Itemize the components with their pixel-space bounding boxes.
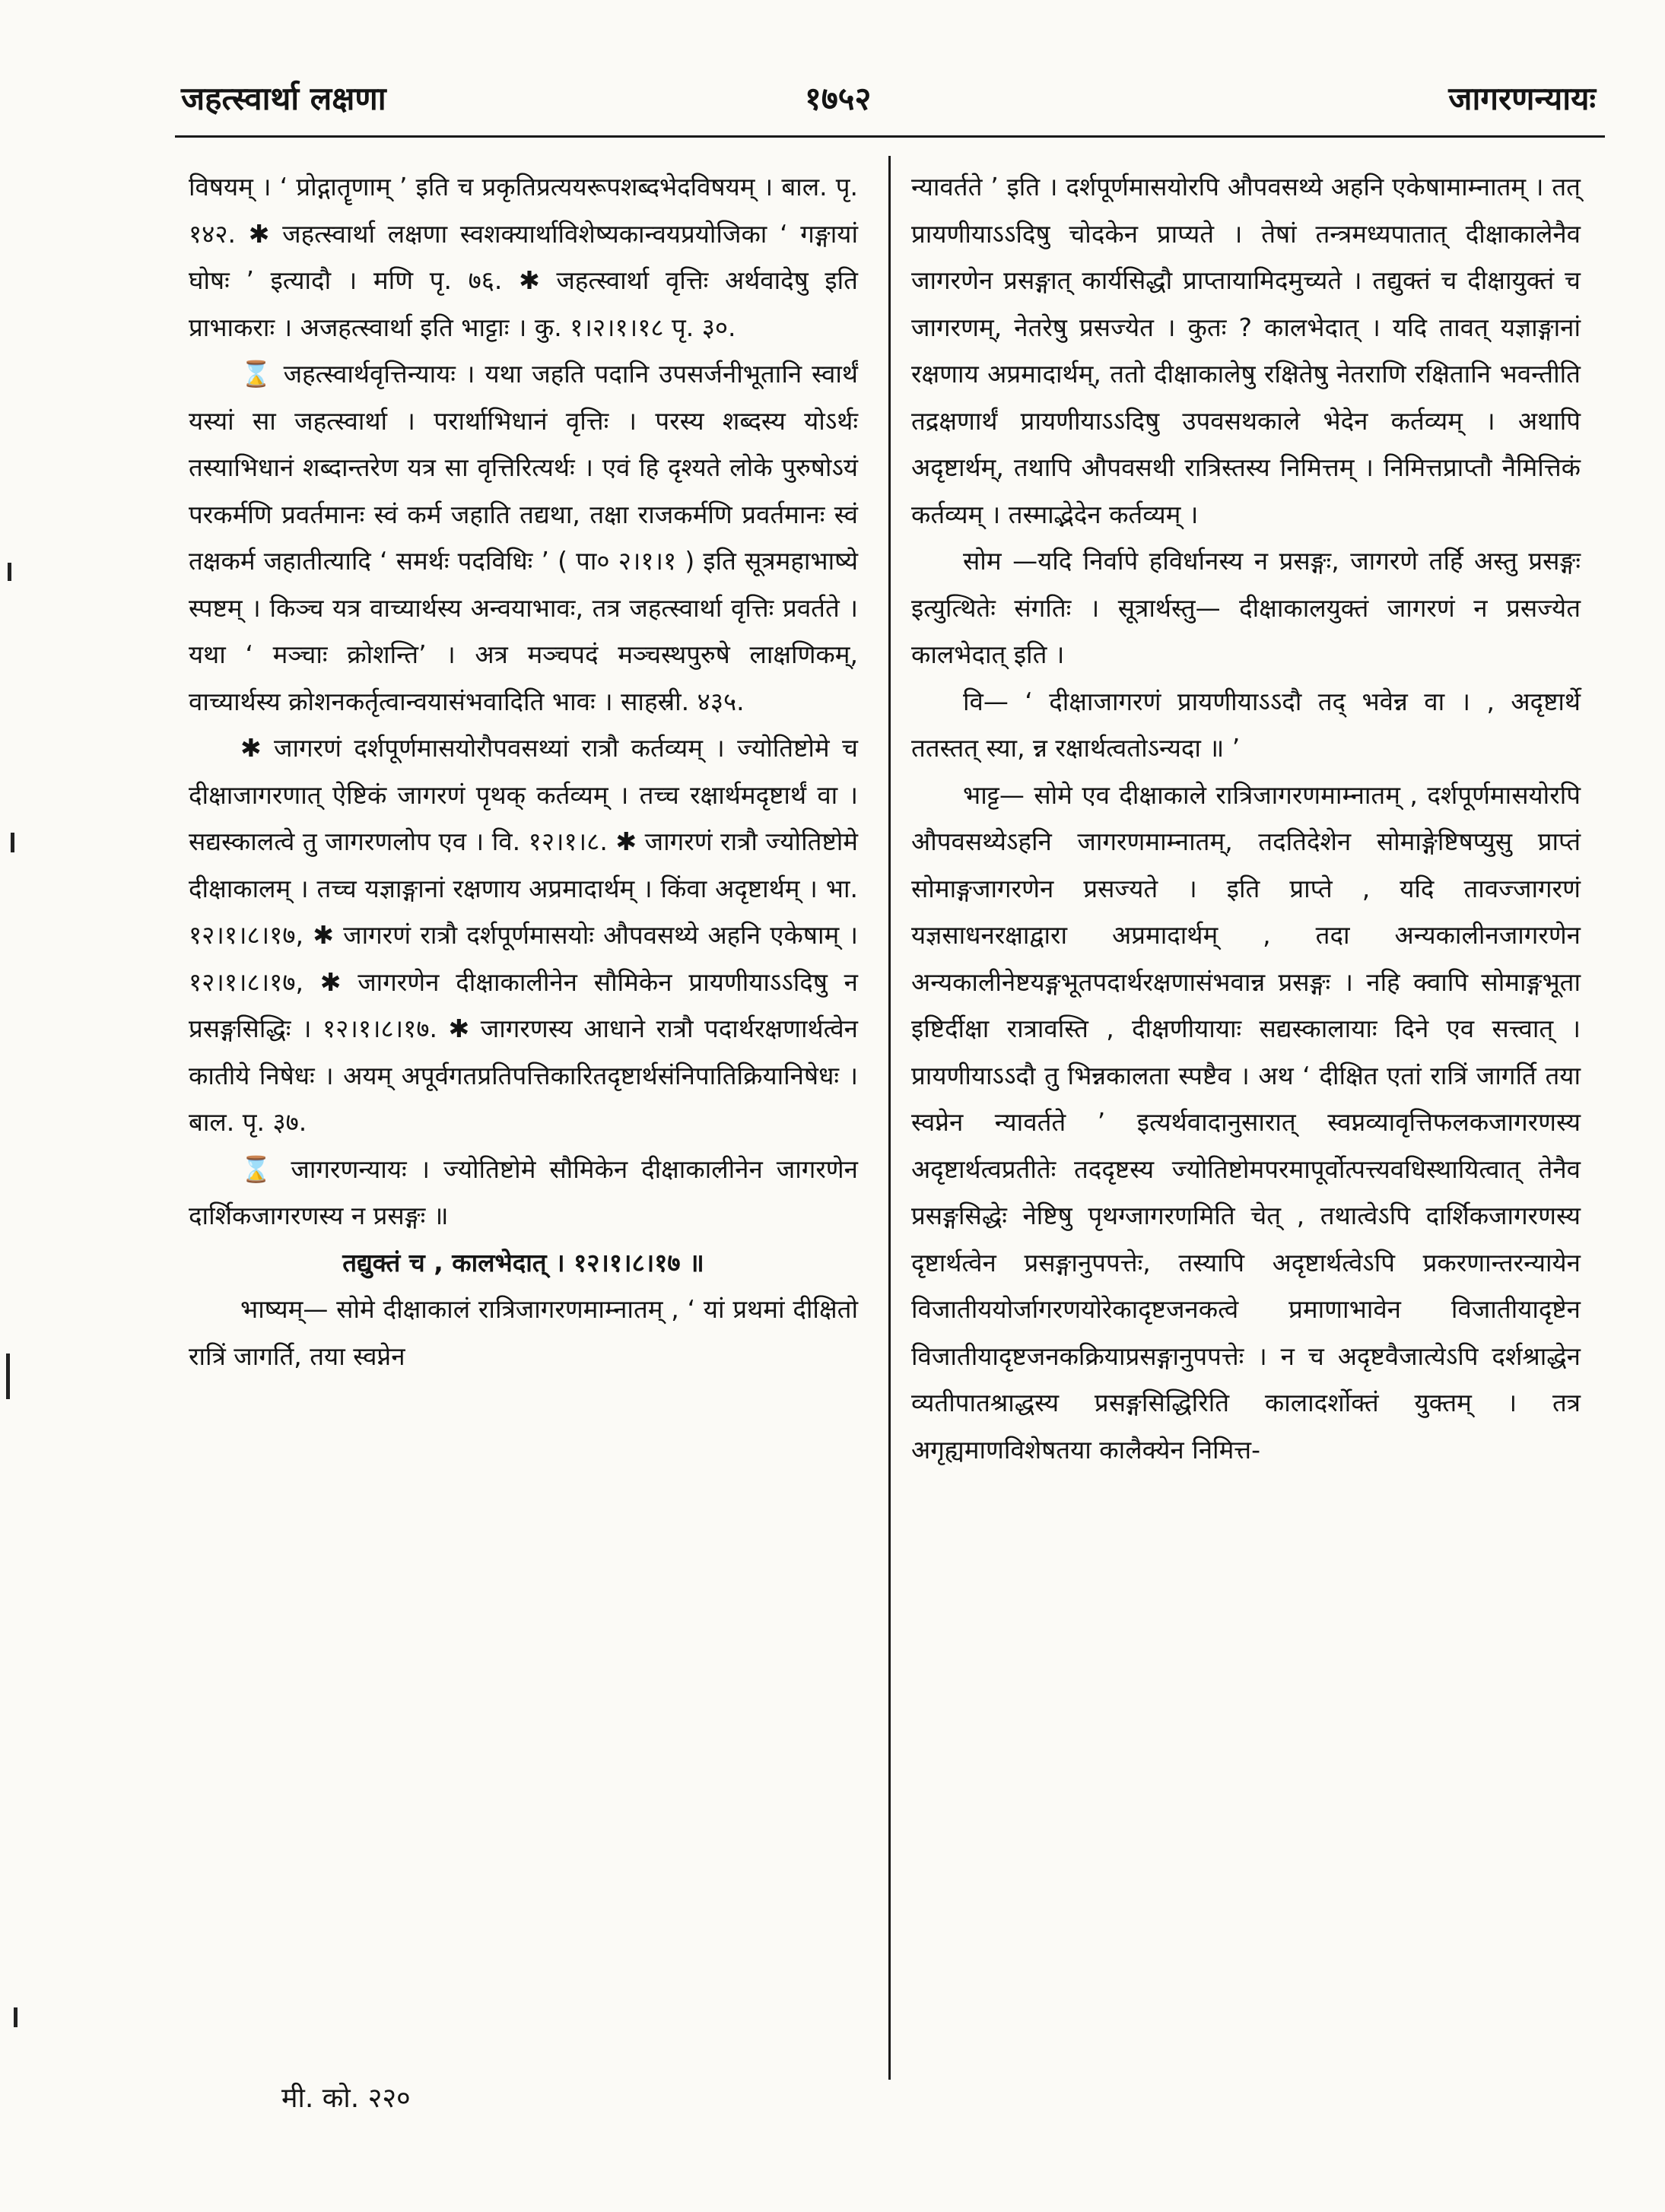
right-paragraph-4: भाट्ट— सोमे एव दीक्षाकाले रात्रिजागरणमाम्नातम् , दर्शपूर्णमासयोरपि औपवसथ्येऽहनि जागरणमाम्नातम्, तदतिदेशेन सोमाङ्गेष्टिषप्युसु प्राप्तं सोमाङ्गजागरणेन प्रसज्यते । इति प्राप्ते , यदि तावज्जागरणं यज्ञसाधनरक्षाद्वारा अप्रमादार्थम् , तदा अन्यकालीनजागरणेन अन्यकालीनेष्टयङ्गभूतपदार्थरक्षणासंभवान्न प्रसङ्गः । नहि क्वापि सोमाङ्गभूता इष्टिर्दीक्षा रात्रावस्ति , दीक्षणीयायाः सद्यस्कालायाः दिने एव सत्त्वात् । प्रायणीयाऽऽदौ तु भिन्नकालता स्पष्टैव । अथ ‘ दीक्षित एतां रात्रिं जागर्ति तया स्वप्नेन न्यावर्तते ’ इत्यर्थवादानुसारात् स्वप्नव्यावृत्तिफलकजागरणस्य अदृष्टार्थत्वप्रतीतेः तददृष्टस्य ज्योतिष्टोमपरमापूर्वोत्पत्त्यवधिस्थायित्वात् तेनैव प्रसङ्गसिद्धेः नेष्टिषु पृथग्जागरणमिति चेत् , तथात्वेऽपि दार्शिकजागरणस्य दृष्टार्थत्वेन प्रसङ्गानुपपत्तेः, तस्यापि अदृष्टार्थत्वेऽपि प्रकरणान्तरन्यायेन विजातीययोर्जागरणयोरेकादृष्टजनकत्वे प्रमाणाभावेन विजातीयादृष्टेन विजातीयादृष्टजनकक्रियाप्रसङ्गानुपपत्तेः । न च अदृष्टवैजात्येऽपि दर्शश्राद्धेन व्यतीपातश्राद्धस्य प्रसङ्गसिद्धिरिति कालादर्शोक्तं युक्तम् । तत्र अगृह्यमाणविशेषतया कालैक्येन निमित्त- [911, 779, 1581, 1465]
right-paragraph-2: सोम —यदि निर्वापे हविर्धानस्य न प्रसङ्गः, जागरणे तर्हि अस्तु प्रसङ्गः इत्युत्थितेः संगतिः । सूत्रार्थस्तु— दीक्षाकालयुक्तं जागरणं न प्रसज्येत कालभेदात् इति । [911, 546, 1581, 669]
header-rule [175, 135, 1605, 138]
scan-mark [14, 2007, 17, 2027]
page-number: १७५२ [805, 80, 872, 117]
left-paragraph-6: भाष्यम्— सोमे दीक्षाकालं रात्रिजागरणमाम्नातम् , ‘ यां प्रथमां दीक्षितो रात्रिं जागर्ति, तया स्वप्नेन [189, 1294, 858, 1371]
left-paragraph-3: ✱ जागरणं दर्शपूर्णमासयोरौपवसथ्यां रात्रौ कर्तव्यम् । ज्योतिष्टोमे च दीक्षाजागरणात् ऐष्टिकं जागरणं पृथक् कर्तव्यम् । तच्च रक्षार्थमदृष्टार्थं वा । सद्यस्कालत्वे तु जागरणलोप एव । वि. १२।१।८. ✱ जागरणं रात्रौ ज्योतिष्टोमे दीक्षाकालम् । तच्च यज्ञाङ्गानां रक्षणाय अप्रमादार्थम् । किंवा अदृष्टार्थम् । भा. १२।१।८।१७, ✱ जागरणं रात्रौ दर्शपूर्णमासयोः औपवसथ्ये अहनि एकेषाम् । १२।१।८।१७, ✱ जागरणेन दीक्षाकालीनेन सौमिकेन प्रायणीयाऽऽदिषु न प्रसङ्गसिद्धिः । १२।१।८।१७. ✱ जागरणस्य आधाने रात्रौ पदार्थरक्षणार्थत्वेन कातीये निषेधः । अयम् अपूर्वगतप्रतिपत्तिकारितदृष्टार्थसंनिपातिक्रियानिषेधः । बाल. पृ. ३७. [189, 733, 858, 1137]
column-divider [888, 156, 891, 2080]
page-footer: मी. को. २२० [281, 2083, 411, 2114]
scan-mark [11, 833, 14, 852]
running-header [181, 76, 1596, 129]
left-paragraph-4: ⌛ जागरणन्यायः । ज्योतिष्टोमे सौमिकेन दीक्षाकालीनेन जागरणेन दार्शिकजागरणस्य न प्रसङ्गः ॥ [189, 1154, 858, 1230]
left-column [189, 163, 858, 1379]
left-paragraph-2: ⌛ जहत्स्वार्थवृत्तिन्यायः । यथा जहति पदानि उपसर्जनीभूतानि स्वार्थं यस्यां सा जहत्स्वार्था । परार्थाभिधानं वृत्तिः । परस्य शब्दस्य योऽर्थः तस्याभिधानं शब्दान्तरेण यत्र सा वृत्तिरित्यर्थः । एवं हि दृश्यते लोके पुरुषोऽयं परकर्मणि प्रवर्तमानः स्वं कर्म जहाति तद्यथा, तक्षा राजकर्मणि प्रवर्तमानः स्वं तक्षकर्म जहातीत्यादि ‘ समर्थः पदविधिः ’ ( पा० २।१।१ ) इति सूत्रमहाभाष्ये स्पष्टम् । किञ्च यत्र वाच्यार्थस्य अन्वयाभावः, तत्र जहत्स्वार्था वृत्तिः प्रवर्तते । यथा ‘ मञ्चाः क्रोशन्ति’ । अत्र मञ्चपदं मञ्चस्थपुरुषे लाक्षणिकम्, वाच्यार्थस्य क्रोशनकर्तृत्वान्वयासंभवादिति भावः । साहस्री. ४३५. [189, 359, 858, 716]
right-paragraph-3: वि— ‘ दीक्षाजागरणं प्रायणीयाऽऽदौ तद् भवेन्न वा । , अदृष्टार्थे ततस्तत् स्या, न्न रक्षार्थत्वतोऽन्यदा ॥ ’ [911, 686, 1581, 763]
header-topic: जागरणन्यायः [1448, 80, 1596, 117]
left-paragraph-1: विषयम् । ‘ प्रोद्गातॄणाम् ’ इति च प्रकृतिप्रत्ययरूपशब्दभेदविषयम् । बाल. पृ. १४२. ✱ जहत्स्वार्था लक्षणा स्वशक्यार्थाविशेष्यकान्वयप्रयोजिका ‘ गङ्गायां घोषः ’ इत्यादौ । मणि पृ. ७६. ✱ जहत्स्वार्था वृत्तिः अर्थवादेषु इति प्राभाकराः । अजहत्स्वार्था इति भाट्टाः । कु. १।२।१।१८ पृ. ३०. [189, 172, 858, 342]
header-section-title: जहत्स्वार्था लक्षणा [181, 80, 386, 117]
left-paragraph-5: तद्युक्तं च , कालभेदात् । १२।१।८।१७ ॥ [342, 1247, 704, 1277]
right-paragraph-1: न्यावर्तते ’ इति । दर्शपूर्णमासयोरपि औपवसथ्ये अहनि एकेषामाम्नातम् । तत् प्रायणीयाऽऽदिषु चोदकेन प्राप्यते । तेषां तन्त्रमध्यपातात् दीक्षाकालेनैव जागरणेन प्रसङ्गात् कार्यसिद्धौ प्राप्तायामिदमुच्यते । तद्युक्तं च दीक्षायुक्तं च जागरणम्, नेतरेषु प्रसज्येत । कुतः ? कालभेदात् । यदि तावत् यज्ञाङ्गानां रक्षणाय अप्रमादार्थम्, ततो दीक्षाकालेषु रक्षितेषु नेतराणि रक्षितानि भवन्तीति तद्रक्षणार्थं प्रायणीयाऽऽदिषु उपवसथकाले भेदेन कर्तव्यम् । अथापि अदृष्टार्थम्, तथापि औपवसथी रात्रिस्तस्य निमित्तम् । निमित्तप्राप्तौ नैमित्तिकं कर्तव्यम् । तस्माद्भेदेन कर्तव्यम् । [911, 172, 1581, 529]
scan-mark [8, 563, 11, 581]
right-column [911, 163, 1581, 1473]
scan-mark [6, 1354, 10, 1399]
